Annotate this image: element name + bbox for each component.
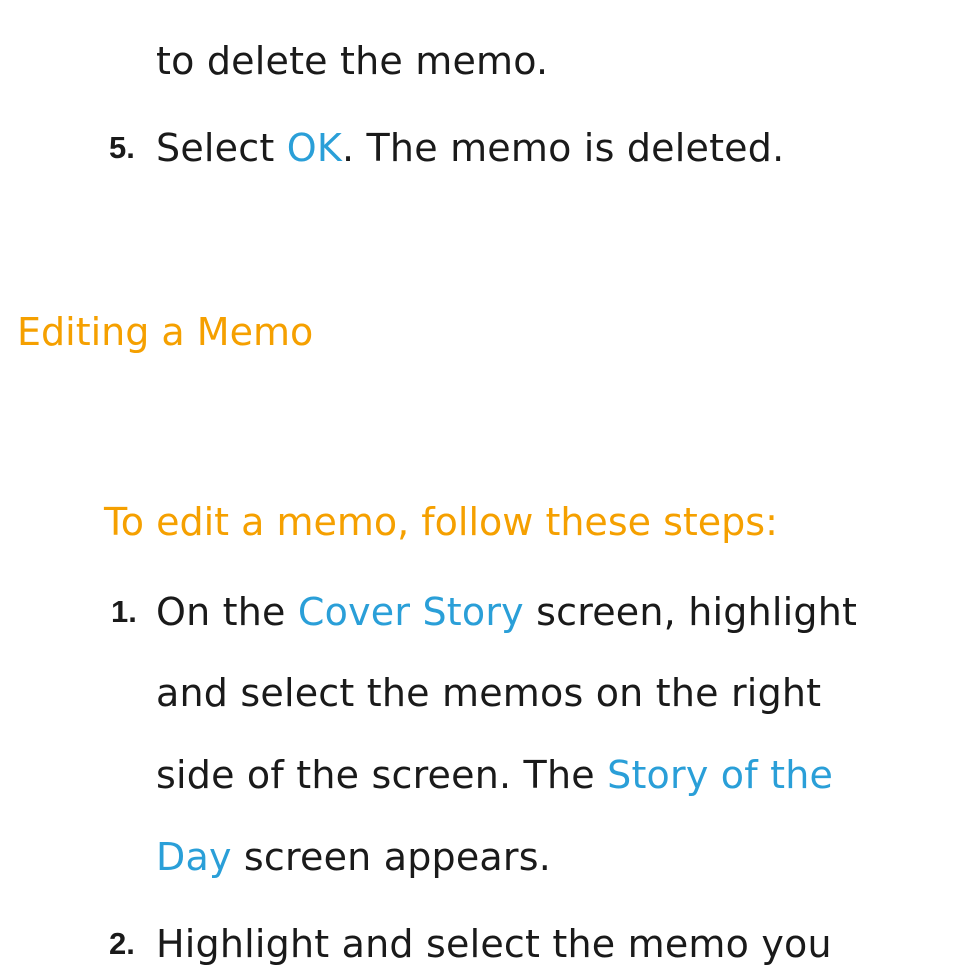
section-heading: Editing a Memo xyxy=(17,310,314,354)
step2-number: 2. xyxy=(109,926,135,961)
step5-post: . The memo is deleted. xyxy=(341,126,785,170)
story-of-the-day-link-part1[interactable]: Story of the xyxy=(607,753,834,797)
step1-line3-pre: side of the screen. The xyxy=(156,753,608,797)
cover-story-link[interactable]: Cover Story xyxy=(297,590,524,634)
step5-text xyxy=(156,125,784,171)
step1-line1-pre: On the xyxy=(156,590,298,634)
step1-line1 xyxy=(156,589,857,635)
ok-link[interactable]: OK xyxy=(286,126,342,170)
intro-text: To edit a memo, follow these steps: xyxy=(104,500,778,544)
step1-line1-post: screen, highlight xyxy=(523,590,858,634)
step4-tail-text: to delete the memo. xyxy=(156,39,549,83)
step1-line4-post: screen appears. xyxy=(231,835,552,879)
step5-pre: Select xyxy=(156,126,287,170)
step1-line4 xyxy=(156,834,551,880)
step2-line1: Highlight and select the memo you xyxy=(156,922,832,966)
story-of-the-day-link-part2[interactable]: Day xyxy=(156,835,232,879)
step5-number: 5. xyxy=(109,130,135,165)
step1-line3 xyxy=(156,752,833,798)
step1-line2: and select the memos on the right xyxy=(156,671,822,715)
step1-number: 1. xyxy=(111,594,137,629)
